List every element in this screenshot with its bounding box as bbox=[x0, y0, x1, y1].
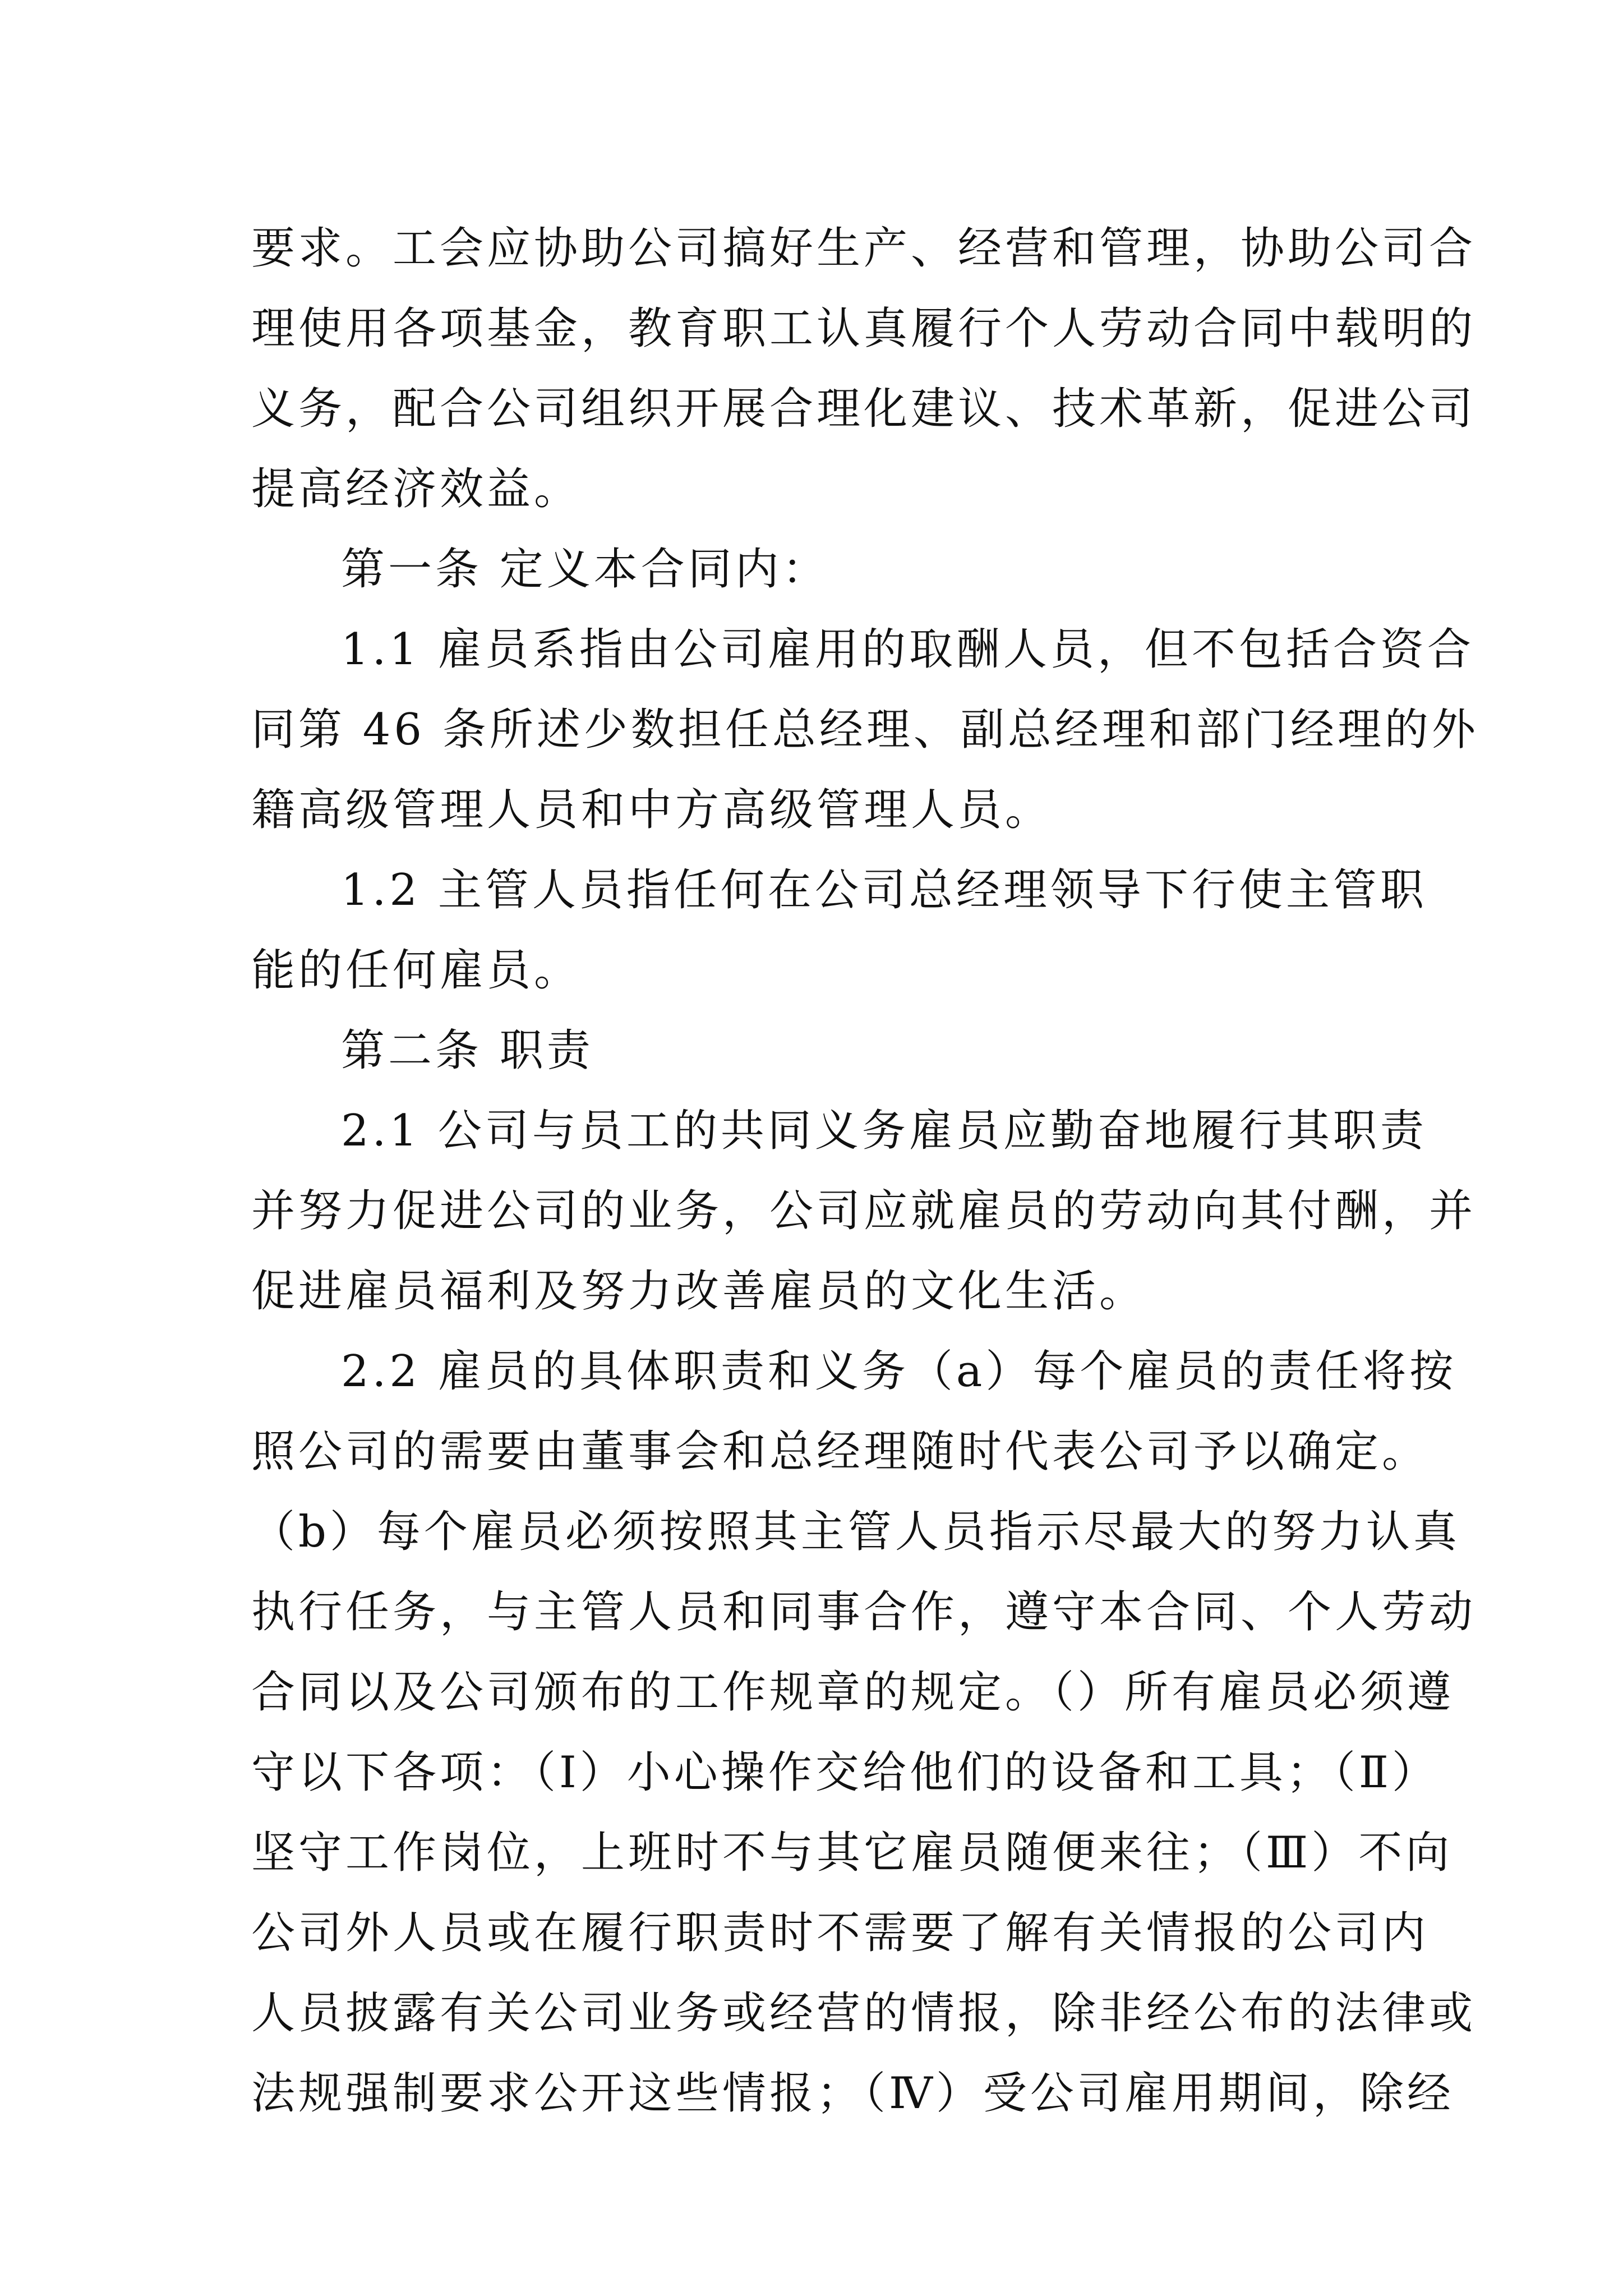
text-line: 法规强制要求公开这些情报；（Ⅳ）受公司雇用期间，除经 bbox=[251, 2068, 1454, 2119]
text-line: 照公司的需要由董事会和总经理随时代表公司予以确定。 bbox=[251, 1427, 1430, 1477]
clause-line: 1.1 雇员系指由公司雇用的取酬人员，但不包括合资合 bbox=[341, 624, 1474, 675]
text-line: 籍高级管理人员和中方高级管理人员。 bbox=[251, 785, 1053, 835]
article-heading: 第二条 职责 bbox=[341, 1025, 594, 1076]
text-line: 并努力促进公司的业务，公司应就雇员的劳动向其付酬，并 bbox=[251, 1186, 1477, 1236]
text-line: 合同以及公司颁布的工作规章的规定。（）所有雇员必须遵 bbox=[251, 1667, 1455, 1718]
text-line: （b）每个雇员必须按照其主管人员指示尽最大的努力认真 bbox=[251, 1507, 1460, 1557]
text-line: 坚守工作岗位，上班时不与其它雇员随便来往；（Ⅲ）不向 bbox=[251, 1828, 1453, 1878]
document-body bbox=[251, 209, 1479, 2134]
text-line: 提高经济效益。 bbox=[251, 464, 582, 514]
text-line: 要求。工会应协助公司搞好生产、经营和管理，协助公司合 bbox=[251, 223, 1477, 274]
text-line: 人员披露有关公司业务或经营的情报，除非经公布的法律或 bbox=[251, 1988, 1477, 2039]
clause-line: 2.2 雇员的具体职责和义务（a）每个雇员的责任将按 bbox=[341, 1346, 1457, 1397]
clause-line: 2.1 公司与员工的共同义务雇员应勤奋地履行其职责 bbox=[341, 1106, 1427, 1156]
text-line: 守以下各项：（Ⅰ）小心操作交给他们的设备和工具；（Ⅱ） bbox=[251, 1747, 1439, 1798]
text-line: 公司外人员或在履行职责时不需要了解有关情报的公司内 bbox=[251, 1908, 1430, 1958]
clause-line: 1.2 主管人员指任何在公司总经理领导下行使主管职 bbox=[341, 865, 1427, 915]
text-line: 同第 46 条所述少数担任总经理、副总经理和部门经理的外 bbox=[251, 705, 1479, 755]
text-line: 执行任务，与主管人员和同事合作，遵守本合同、个人劳动 bbox=[251, 1587, 1477, 1637]
text-line: 促进雇员福利及努力改善雇员的文化生活。 bbox=[251, 1266, 1147, 1317]
text-line: 能的任何雇员。 bbox=[251, 945, 582, 996]
text-line: 理使用各项基金，教育职工认真履行个人劳动合同中载明的 bbox=[251, 303, 1477, 354]
text-line: 义务，配合公司组织开展合理化建议、技术革新，促进公司 bbox=[251, 384, 1477, 434]
article-heading: 第一条 定义本合同内： bbox=[341, 544, 829, 595]
